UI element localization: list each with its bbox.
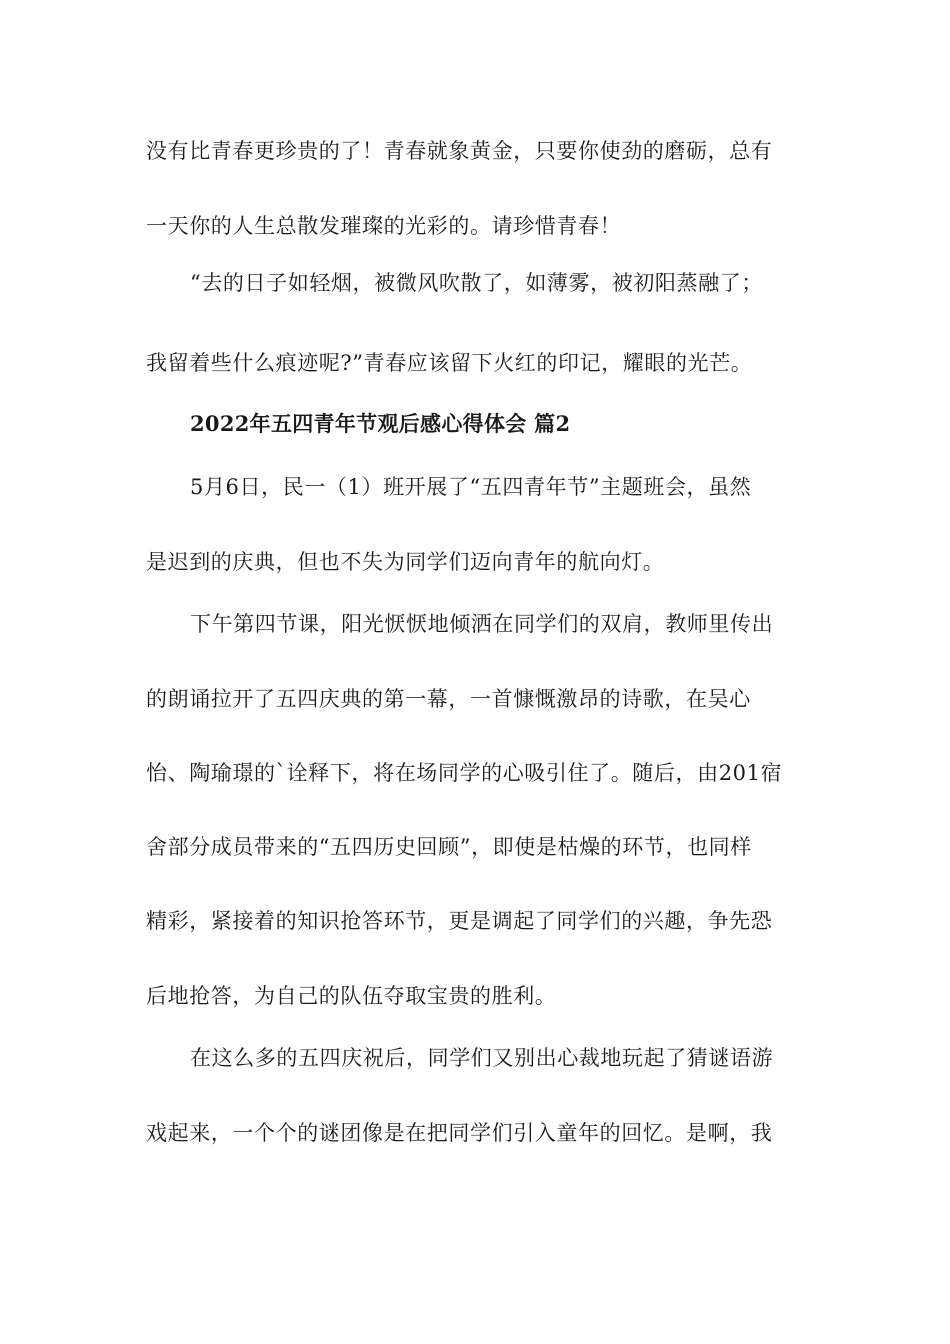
paragraph-line-10: 怡、陶瑜璟的`诠释下，将在场同学的心吸引住了。随后，由201宿 — [146, 761, 783, 785]
paragraph-line-2: 一天你的人生总散发璀璨的光彩的。请珍惜青春！ — [146, 214, 622, 238]
paragraph-line-13: 后地抢答，为自己的队伍夺取宝贵的胜利。 — [146, 984, 557, 1008]
paragraph-line-12: 精彩，紧接着的知识抢答环节，更是调起了同学们的兴趣，争先恐 — [146, 909, 773, 933]
paragraph-line-8: 下午第四节课，阳光恹恹地倾洒在同学们的双肩，教师里传出 — [190, 612, 774, 636]
paragraph-line-15: 戏起来，一个个的谜团像是在把同学们引入童年的回忆。是啊，我 — [146, 1121, 773, 1145]
paragraph-line-6: 5月6日，民一（1）班开展了“五四青年节”主题班会，虽然 — [190, 475, 752, 499]
paragraph-line-4: 我留着些什么痕迹呢?”青春应该留下火红的印记，耀眼的光芒。 — [146, 351, 753, 375]
section-heading: 2022年五四青年节观后感心得体会 篇2 — [190, 411, 571, 436]
paragraph-line-9: 的朗诵拉开了五四庆典的第一幕，一首慷慨激昂的诗歌，在吴心 — [146, 687, 751, 711]
paragraph-line-1: 没有比青春更珍贵的了！青春就象黄金，只要你使劲的磨砺，总有 — [146, 139, 773, 163]
paragraph-line-7: 是迟到的庆典，但也不失为同学们迈向青年的航向灯。 — [146, 550, 665, 574]
paragraph-line-14: 在这么多的五四庆祝后，同学们又别出心裁地玩起了猜谜语游 — [190, 1046, 774, 1070]
paragraph-line-11: 舍部分成员带来的“五四历史回顾”，即使是枯燥的环节，也同样 — [146, 835, 752, 859]
paragraph-line-3: “去的日子如轻烟，被微风吹散了，如薄雾，被初阳蒸融了； — [190, 271, 763, 295]
